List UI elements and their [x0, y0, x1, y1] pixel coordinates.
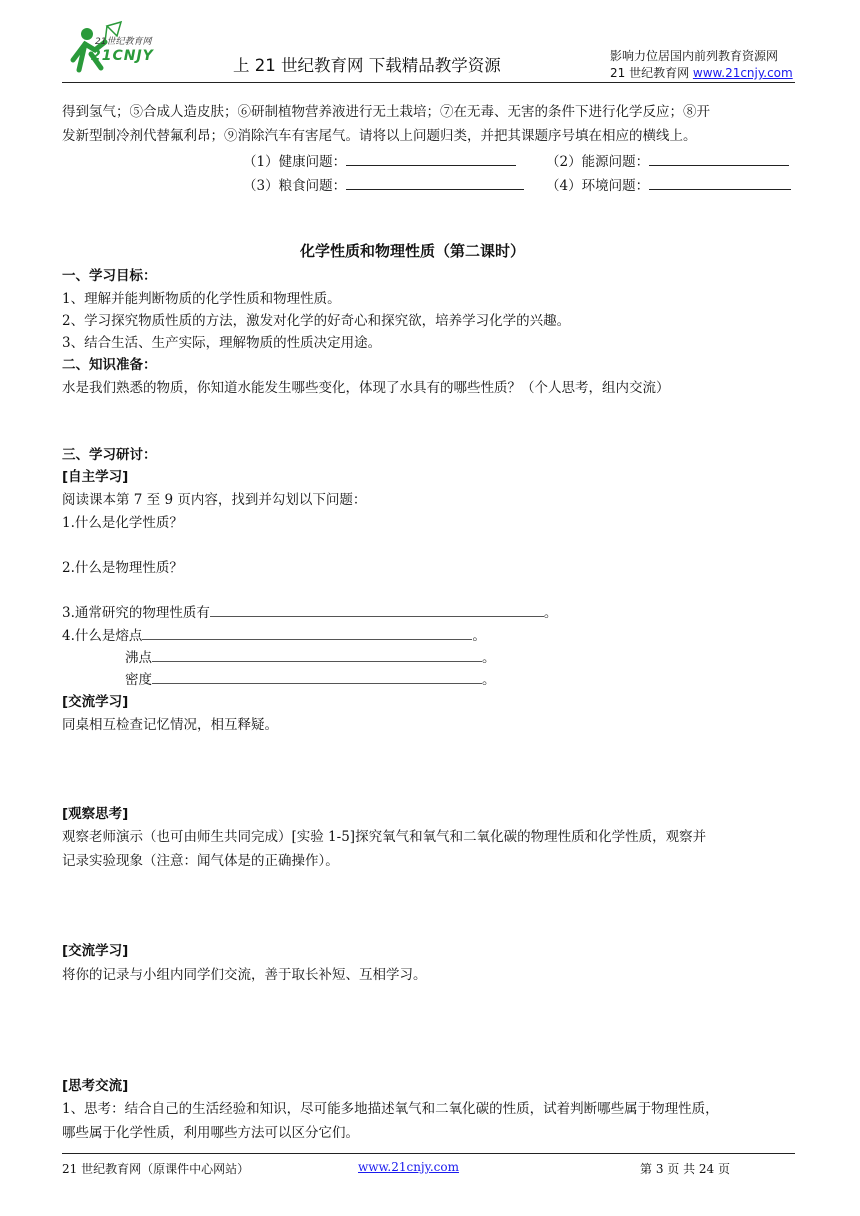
prep-heading: 二、知识准备：: [62, 357, 157, 373]
lesson-title: 化学性质和物理性质（第二课时）: [300, 242, 526, 260]
question-boiling-point: [125, 646, 496, 666]
question-boiling-point-label: 沸点: [125, 650, 152, 666]
question-health-label: （1）健康问题：: [243, 154, 347, 170]
page-number: 第 3 页 共 24 页: [640, 1162, 730, 1176]
question-environment-label: （4）环境问题：: [546, 178, 650, 194]
question-physical-property: 2.什么是物理性质？: [62, 560, 183, 576]
question-density-label: 密度: [125, 672, 152, 688]
answer-blank-environment[interactable]: [649, 177, 791, 190]
logo-text-bottom: 21CNJY: [91, 48, 154, 64]
question-common-physical: [62, 601, 557, 621]
footer-divider: [62, 1153, 795, 1154]
goal-item-1: 1、理解并能判断物质的化学性质和物理性质。: [62, 291, 341, 307]
question-food-label: （3）粮食问题：: [243, 178, 347, 194]
question-energy-label: （2）能源问题：: [546, 154, 650, 170]
self-study-text: 阅读课本第 7 至 9 页内容，找到并勾划以下问题：: [62, 492, 367, 508]
answer-blank-food[interactable]: [346, 177, 524, 190]
exchange-text-2: 将你的记录与小组内同学们交流，善于取长补短、互相学习。: [62, 967, 427, 983]
observe-heading: [观察思考]: [62, 806, 129, 822]
footer-site-name: 21 世纪教育网（原课件中心网站）: [62, 1162, 250, 1176]
question-chemical-property: 1.什么是化学性质？: [62, 515, 183, 531]
question-common-physical-label: 3.通常研究的物理性质有: [62, 605, 210, 621]
question-melting-point-label: 4.什么是熔点: [62, 628, 143, 644]
period-mark: 。: [482, 672, 496, 688]
answer-blank-melting-point[interactable]: [142, 628, 472, 640]
self-study-heading: [自主学习]: [62, 469, 129, 485]
answer-blank-common-physical[interactable]: [210, 605, 544, 617]
period-mark: 。: [543, 605, 558, 621]
observe-line-1: 观察老师演示（也可由师生共同完成）[实验 1-5]探究氧气和氧气和二氧化碳的物理性质和化学性质，观察并: [62, 829, 707, 845]
period-mark: 。: [482, 650, 496, 666]
prep-text: 水是我们熟悉的物质，你知道水能发生哪些变化，体现了水具有的哪些性质？（个人思考，组内交流）: [62, 380, 670, 396]
answer-blank-density[interactable]: [152, 672, 482, 684]
observe-line-2: 记录实验现象（注意：闻气体是的正确操作）。: [62, 853, 339, 869]
header-slogan: 影响力位居国内前列教育资源网: [610, 49, 779, 63]
answer-blank-health[interactable]: [346, 153, 516, 166]
intro-line-2: 发新型制冷剂代替氟利昂；⑨消除汽车有害尾气。请将以上问题归类，并把其课题序号填在相应的横线上。: [62, 128, 697, 144]
goal-item-2: 2、学习探究物质性质的方法，激发对化学的好奇心和探究欲，培养学习化学的兴趣。: [62, 313, 571, 329]
question-energy: [546, 150, 789, 170]
header-divider: [62, 82, 795, 83]
exchange-text-1: 同桌相互检查记忆情况，相互释疑。: [62, 717, 278, 733]
goal-item-3: 3、结合生活、生产实际，理解物质的性质决定用途。: [62, 335, 382, 351]
header-site-link[interactable]: www.21cnjy.com: [692, 66, 793, 80]
header-site-label: 21 世纪教育网: [610, 66, 693, 80]
logo-text-top: 21世纪教育网: [95, 37, 152, 47]
question-density: [125, 668, 496, 688]
question-health: [243, 150, 516, 170]
site-logo: [65, 20, 175, 80]
question-environment: [546, 174, 791, 194]
question-food: [243, 174, 524, 194]
header-site-line: [610, 64, 793, 81]
answer-blank-boiling-point[interactable]: [152, 650, 482, 662]
exchange-heading-1: [交流学习]: [62, 694, 129, 710]
think-line-1: 1、思考：结合自己的生活经验和知识，尽可能多地描述氧气和二氧化碳的性质，试着判断哪些属于物理性质，: [62, 1101, 719, 1117]
intro-line-1: 得到氢气；⑤合成人造皮肤；⑥研制植物营养液进行无土栽培；⑦在无毒、无害的条件下进行化学反应；⑧开: [62, 104, 710, 120]
exchange-heading-2: [交流学习]: [62, 943, 129, 959]
study-heading: 三、学习研讨：: [62, 447, 157, 463]
goals-heading: 一、学习目标：: [62, 268, 157, 284]
period-mark: 。: [472, 628, 486, 644]
think-heading: [思考交流]: [62, 1078, 129, 1094]
header-title: 上 21 世纪教育网 下载精品教学资源: [233, 56, 501, 75]
question-melting-point: [62, 624, 486, 644]
think-line-2: 哪些属于化学性质，利用哪些方法可以区分它们。: [62, 1125, 359, 1141]
footer-site-link[interactable]: www.21cnjy.com: [358, 1160, 459, 1174]
answer-blank-energy[interactable]: [649, 153, 789, 166]
